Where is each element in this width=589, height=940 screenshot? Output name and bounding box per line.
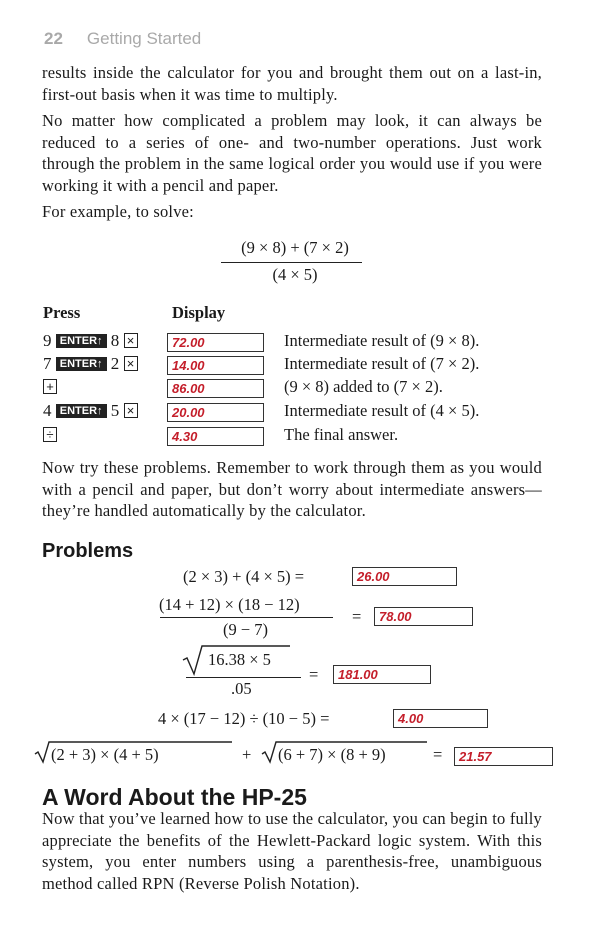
display-readout-5 bbox=[167, 427, 264, 446]
divide-key: ÷ bbox=[43, 427, 57, 442]
display-value: 181.00 bbox=[338, 667, 378, 682]
display-value: 72.00 bbox=[172, 335, 205, 350]
problem-5-radicand-1: (2 + 3) × (4 + 5) bbox=[51, 745, 159, 764]
display-value: 26.00 bbox=[357, 569, 390, 584]
keystroke-row-5 bbox=[43, 425, 57, 445]
row-2-description: Intermediate result of (7 × 2). bbox=[284, 354, 480, 373]
keystroke-row-3 bbox=[43, 377, 57, 397]
display-column-header: Display bbox=[172, 303, 226, 322]
example-denominator: (4 × 5) bbox=[272, 265, 318, 284]
example-fraction-bar bbox=[221, 262, 362, 263]
problem-3-equals: = bbox=[309, 665, 319, 684]
problem-5-plus: + bbox=[242, 745, 252, 764]
display-value: 86.00 bbox=[172, 381, 205, 396]
row-5-description: The final answer. bbox=[284, 425, 399, 444]
enter-key: ENTER↑ bbox=[56, 404, 107, 418]
display-value: 20.00 bbox=[172, 405, 205, 420]
section-title: Getting Started bbox=[86, 29, 202, 48]
multiply-key: × bbox=[124, 403, 138, 418]
problem-5-equals: = bbox=[433, 745, 443, 764]
display-value: 21.57 bbox=[459, 749, 492, 764]
display-value: 4.30 bbox=[172, 429, 198, 444]
problem-3-radicand: 16.38 × 5 bbox=[208, 650, 271, 669]
intro-paragraph-3: For example, to solve: bbox=[42, 202, 194, 221]
display-readout-2 bbox=[167, 356, 264, 375]
multiply-key: × bbox=[124, 356, 138, 371]
problem-2-equals: = bbox=[352, 607, 362, 626]
keystroke-row-1 bbox=[43, 331, 138, 351]
problem-1-expression: (2 × 3) + (4 × 5) = bbox=[183, 567, 305, 586]
problem-4-expression: 4 × (17 − 12) ÷ (10 − 5) = bbox=[158, 709, 330, 728]
keystroke-row-2 bbox=[43, 354, 138, 374]
problem-2-fraction-bar bbox=[160, 617, 333, 618]
display-readout-1 bbox=[167, 333, 264, 352]
intro-paragraph-1: results inside the calculator for you and brought them out on a last-in, first-out basis when it was time to multiply. bbox=[42, 63, 542, 104]
digit-key: 8 bbox=[110, 331, 120, 350]
page-header bbox=[44, 29, 201, 49]
display-value: 78.00 bbox=[379, 609, 412, 624]
intro-paragraph-2: No matter how complicated a problem may look, it can always be reduced to a series of one- and two-number operations. Just work through the problem in the same logical order you would use if you were working it with a pencil and paper. bbox=[42, 111, 542, 195]
display-value: 14.00 bbox=[172, 358, 205, 373]
enter-key: ENTER↑ bbox=[56, 357, 107, 371]
row-1-description: Intermediate result of (9 × 8). bbox=[284, 331, 480, 350]
digit-key: 5 bbox=[110, 401, 120, 420]
problem-2-answer bbox=[374, 607, 473, 626]
problem-2-denominator: (9 − 7) bbox=[223, 620, 269, 639]
plus-key: + bbox=[43, 379, 57, 394]
problem-1-answer bbox=[352, 567, 457, 586]
press-column-header: Press bbox=[43, 303, 81, 322]
row-4-description: Intermediate result of (4 × 5). bbox=[284, 401, 480, 420]
multiply-key: × bbox=[124, 333, 138, 348]
problem-4-answer bbox=[393, 709, 488, 728]
keystroke-row-4 bbox=[43, 401, 138, 421]
problem-3-fraction-bar bbox=[186, 677, 301, 678]
section-heading: A Word About the HP-25 bbox=[42, 784, 307, 810]
page-number: 22 bbox=[44, 29, 63, 48]
digit-key: 4 bbox=[43, 401, 52, 420]
section-paragraph: Now that you’ve learned how to use the calculator, you can begin to fully appreciate the benefits of the Hewlett-Packard logic system. With this system, you enter numbers using a parenthesis-free, unambiguous method called RPN (Reverse Polish Notation). bbox=[42, 809, 542, 893]
display-value: 4.00 bbox=[398, 711, 424, 726]
display-readout-3 bbox=[167, 379, 264, 398]
problems-heading: Problems bbox=[42, 540, 134, 562]
example-numerator: (9 × 8) + (7 × 2) bbox=[241, 238, 349, 257]
problem-3-answer bbox=[333, 665, 431, 684]
problem-5-answer bbox=[454, 747, 553, 766]
display-readout-4 bbox=[167, 403, 264, 422]
problem-2-numerator: (14 + 12) × (18 − 12) bbox=[159, 595, 300, 614]
row-3-description: (9 × 8) added to (7 × 2). bbox=[284, 377, 443, 396]
problem-5-radicand-2: (6 + 7) × (8 + 9) bbox=[278, 745, 386, 764]
digit-key: 9 bbox=[43, 331, 52, 350]
digit-key: 7 bbox=[43, 354, 52, 373]
instructions-paragraph: Now try these problems. Remember to work through them as you would with a pencil and paper, but don’t worry about intermediate answers—they’re handled automatically by the calculator. bbox=[42, 458, 542, 520]
problem-3-denominator: .05 bbox=[231, 679, 252, 698]
enter-key: ENTER↑ bbox=[56, 334, 107, 348]
digit-key: 2 bbox=[110, 354, 120, 373]
